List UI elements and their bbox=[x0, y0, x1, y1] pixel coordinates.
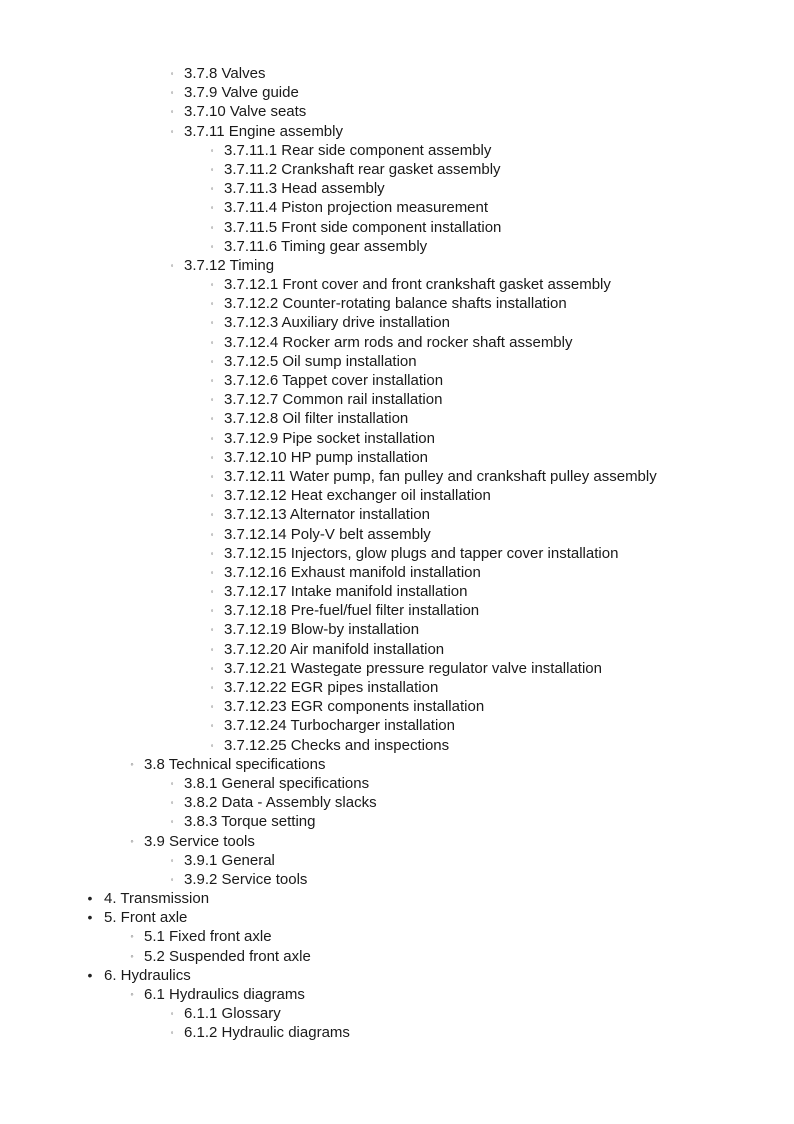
toc-entry[interactable] bbox=[0, 237, 794, 256]
toc-entry-label[interactable]: 3.7.12.5 Oil sump installation bbox=[224, 352, 417, 370]
bullet-icon: ◦ bbox=[170, 88, 174, 98]
toc-entry-label[interactable]: 3.7.12.17 Intake manifold installation bbox=[224, 583, 468, 601]
toc-entry[interactable] bbox=[0, 1023, 794, 1042]
toc-entry-label[interactable]: 3.7.12.6 Tappet cover installation bbox=[224, 372, 444, 389]
toc-entry[interactable] bbox=[0, 851, 794, 870]
bullet-icon: ◦ bbox=[210, 452, 214, 462]
toc-entry[interactable] bbox=[0, 371, 794, 390]
bullet-icon: ◦ bbox=[210, 241, 214, 251]
toc-entry-label[interactable]: 6.1.1 Glossary bbox=[184, 1005, 281, 1023]
toc-entry-label[interactable]: 4. Transmission bbox=[104, 890, 210, 908]
bullet-icon: ◦ bbox=[210, 721, 214, 731]
bullet-icon: ◦ bbox=[210, 395, 214, 405]
bullet-icon: ◦ bbox=[170, 1028, 174, 1038]
toc-entry[interactable] bbox=[0, 678, 794, 697]
bullet-icon: ◦ bbox=[130, 835, 134, 846]
toc-entry[interactable] bbox=[0, 525, 794, 544]
bullet-icon: ◦ bbox=[210, 702, 214, 712]
toc-entry[interactable] bbox=[0, 333, 794, 352]
toc-entry[interactable] bbox=[0, 83, 794, 102]
toc-entry-label[interactable]: 3.7.11.1 Rear side component assembly bbox=[224, 141, 492, 159]
toc-entry[interactable] bbox=[0, 448, 794, 467]
bullet-icon: ◦ bbox=[210, 414, 214, 424]
bullet-icon: ◦ bbox=[210, 644, 214, 654]
bullet-icon: ◦ bbox=[210, 683, 214, 692]
toc-entry[interactable] bbox=[0, 620, 794, 639]
toc-entry-label[interactable]: 3.8.3 Torque setting bbox=[184, 813, 316, 831]
toc-entry[interactable] bbox=[0, 505, 794, 524]
bullet-icon: • bbox=[87, 890, 93, 907]
toc-entry-label[interactable]: 3.7.12.15 Injectors, glow plugs and tapper cover installation bbox=[224, 544, 619, 562]
toc-entry-label[interactable]: 3.7.12.4 Rocker arm rods and rocker shaft assembly bbox=[224, 333, 573, 351]
toc-entry-label[interactable]: 3.8 Technical specifications bbox=[144, 755, 326, 773]
toc-entry-label[interactable]: 3.7.11.3 Head assembly bbox=[224, 180, 385, 198]
bullet-icon: ◦ bbox=[170, 778, 174, 788]
toc-entry[interactable] bbox=[0, 870, 794, 889]
bullet-icon: ◦ bbox=[210, 663, 214, 673]
bullet-icon: ◦ bbox=[170, 107, 174, 117]
toc-entry-label[interactable]: 6.1 Hydraulics diagrams bbox=[144, 986, 305, 1003]
bullet-icon: ◦ bbox=[170, 874, 174, 884]
toc-entry-label[interactable]: 3.7.12.1 Front cover and front crankshaft gasket assembly bbox=[224, 276, 611, 294]
toc-entry-label[interactable]: 3.7.12.20 Air manifold installation bbox=[224, 640, 445, 658]
bullet-icon: ◦ bbox=[210, 356, 214, 366]
bullet-icon: ◦ bbox=[210, 222, 214, 232]
toc-entry[interactable] bbox=[0, 927, 794, 946]
toc-entry-label[interactable]: 3.7.12.25 Checks and inspections bbox=[224, 736, 450, 754]
toc-entry[interactable] bbox=[0, 352, 794, 371]
toc-entry[interactable] bbox=[0, 256, 794, 275]
toc-entry-label[interactable]: 3.9.1 General bbox=[184, 851, 275, 869]
toc-entry[interactable] bbox=[0, 294, 794, 313]
bullet-icon: ◦ bbox=[210, 625, 214, 635]
toc-entry[interactable] bbox=[0, 122, 794, 141]
toc-entry-label[interactable]: 3.7.12.12 Heat exchanger oil installation bbox=[224, 487, 491, 505]
toc-entry-label[interactable]: 3.7.12.7 Common rail installation bbox=[224, 391, 443, 409]
bullet-icon: ◦ bbox=[210, 184, 214, 194]
bullet-icon: ◦ bbox=[170, 69, 174, 78]
toc-entry[interactable] bbox=[0, 390, 794, 409]
toc-entry[interactable] bbox=[0, 889, 794, 908]
toc-entry-label[interactable]: 3.7.12.3 Auxiliary drive installation bbox=[224, 314, 450, 332]
toc-entry[interactable] bbox=[0, 947, 794, 966]
toc-entry-label[interactable]: 3.9 Service tools bbox=[144, 832, 255, 850]
toc-entry[interactable] bbox=[0, 716, 794, 735]
bullet-icon: ◦ bbox=[210, 548, 214, 558]
toc-entry[interactable] bbox=[0, 313, 794, 332]
toc-entry-label[interactable]: 3.7.12.22 EGR pipes installation bbox=[224, 679, 439, 696]
bullet-icon: ◦ bbox=[170, 798, 174, 808]
toc-entry[interactable] bbox=[0, 774, 794, 793]
toc-entry[interactable] bbox=[0, 601, 794, 620]
bullet-icon: ◦ bbox=[210, 529, 214, 539]
toc-entry[interactable] bbox=[0, 1004, 794, 1023]
bullet-icon: ◦ bbox=[210, 164, 214, 174]
bullet-icon: ◦ bbox=[170, 855, 174, 865]
bullet-icon: ◦ bbox=[130, 989, 134, 999]
toc-entry-label[interactable]: 3.7.12.8 Oil filter installation bbox=[224, 410, 409, 428]
toc-entry-label[interactable]: 3.7.8 Valves bbox=[184, 65, 266, 82]
table-of-contents bbox=[0, 64, 794, 1043]
bullet-icon: ◦ bbox=[210, 318, 214, 328]
bullet-icon: ◦ bbox=[210, 337, 214, 347]
bullet-icon: ◦ bbox=[210, 145, 214, 155]
bullet-icon: • bbox=[87, 966, 93, 983]
toc-entry[interactable] bbox=[0, 218, 794, 237]
toc-entry-label[interactable]: 3.7.12 Timing bbox=[184, 256, 275, 274]
bullet-icon: ◦ bbox=[170, 126, 174, 136]
toc-entry[interactable] bbox=[0, 908, 794, 927]
bullet-icon: ◦ bbox=[210, 567, 214, 577]
toc-entry-label[interactable]: 3.7.12.10 HP pump installation bbox=[224, 448, 429, 466]
toc-entry-label[interactable]: 3.7.12.9 Pipe socket installation bbox=[224, 429, 435, 447]
toc-entry-label[interactable]: 3.7.12.16 Exhaust manifold installation bbox=[224, 563, 481, 581]
bullet-icon: ◦ bbox=[170, 1009, 174, 1019]
toc-entry[interactable] bbox=[0, 697, 794, 716]
bullet-icon: ◦ bbox=[170, 817, 174, 827]
toc-entry-label[interactable]: 3.9.2 Service tools bbox=[184, 870, 308, 888]
toc-entry-label[interactable]: 3.7.12.2 Counter-rotating balance shafts installation bbox=[224, 295, 567, 313]
toc-entry-label[interactable]: 3.8.1 General specifications bbox=[184, 774, 370, 792]
toc-entry-label[interactable]: 3.7.12.24 Turbocharger installation bbox=[224, 717, 455, 735]
bullet-icon: ◦ bbox=[210, 471, 214, 481]
toc-entry[interactable] bbox=[0, 467, 794, 486]
bullet-icon: ◦ bbox=[210, 299, 214, 309]
toc-entry[interactable] bbox=[0, 812, 794, 831]
bullet-icon: ◦ bbox=[210, 280, 214, 290]
toc-entry-label[interactable]: 3.7.10 Valve seats bbox=[184, 103, 307, 121]
toc-entry[interactable] bbox=[0, 659, 794, 678]
toc-entry-label[interactable]: 3.7.12.14 Poly-V belt assembly bbox=[224, 525, 431, 543]
toc-entry[interactable] bbox=[0, 582, 794, 601]
toc-entry-label[interactable]: 3.7.12.21 Wastegate pressure regulator valve installation bbox=[224, 659, 602, 677]
toc-entry[interactable] bbox=[0, 275, 794, 294]
toc-entry[interactable] bbox=[0, 640, 794, 659]
toc-entry[interactable] bbox=[0, 160, 794, 179]
toc-entry[interactable] bbox=[0, 409, 794, 428]
toc-entry-label[interactable]: 3.7.12.23 EGR components installation bbox=[224, 698, 485, 716]
bullet-icon: ◦ bbox=[130, 931, 134, 942]
toc-entry-label[interactable]: 3.7.11.2 Crankshaft rear gasket assembly bbox=[224, 160, 501, 178]
toc-entry-label[interactable]: 3.7.11.6 Timing gear assembly bbox=[224, 237, 428, 255]
toc-entry[interactable] bbox=[0, 832, 794, 851]
bullet-icon: ◦ bbox=[210, 433, 214, 443]
bullet-icon: ◦ bbox=[130, 758, 134, 769]
toc-entry[interactable] bbox=[0, 198, 794, 217]
toc-entry[interactable] bbox=[0, 755, 794, 774]
toc-entry-label[interactable]: 3.7.12.19 Blow-by installation bbox=[224, 621, 420, 639]
toc-entry[interactable] bbox=[0, 64, 794, 83]
toc-entry-label[interactable]: 3.7.11.4 Piston projection measurement bbox=[224, 199, 489, 217]
toc-entry[interactable] bbox=[0, 736, 794, 755]
bullet-icon: ◦ bbox=[210, 606, 214, 616]
toc-entry[interactable] bbox=[0, 141, 794, 160]
toc-entry-label[interactable]: 3.7.11 Engine assembly bbox=[184, 122, 343, 140]
bullet-icon: ◦ bbox=[210, 203, 214, 213]
toc-entry-label[interactable]: 3.7.11.5 Front side component installation bbox=[224, 218, 502, 236]
toc-entry-label[interactable]: 5.2 Suspended front axle bbox=[144, 947, 311, 965]
bullet-icon: • bbox=[87, 909, 93, 926]
toc-entry-label[interactable]: 3.7.12.13 Alternator installation bbox=[224, 506, 430, 524]
toc-entry-label[interactable]: 6. Hydraulics bbox=[104, 966, 191, 984]
toc-entry[interactable] bbox=[0, 102, 794, 121]
bullet-icon: ◦ bbox=[210, 740, 214, 750]
toc-entry[interactable] bbox=[0, 793, 794, 812]
bullet-icon: ◦ bbox=[170, 260, 174, 270]
toc-entry[interactable] bbox=[0, 429, 794, 448]
toc-entry-label[interactable]: 3.8.2 Data - Assembly slacks bbox=[184, 794, 377, 812]
toc-entry[interactable] bbox=[0, 544, 794, 563]
bullet-icon: ◦ bbox=[210, 510, 214, 520]
toc-entry[interactable] bbox=[0, 563, 794, 582]
bullet-icon: ◦ bbox=[210, 491, 214, 501]
toc-entry-label[interactable]: 3.7.12.11 Water pump, fan pulley and crankshaft pulley assembly bbox=[224, 467, 657, 485]
toc-entry-label[interactable]: 6.1.2 Hydraulic diagrams bbox=[184, 1024, 350, 1042]
toc-entry-label[interactable]: 3.7.12.18 Pre-fuel/fuel filter installation bbox=[224, 602, 480, 620]
bullet-icon: ◦ bbox=[210, 587, 214, 597]
bullet-icon: ◦ bbox=[210, 376, 214, 385]
toc-entry-label[interactable]: 5.1 Fixed front axle bbox=[144, 928, 272, 946]
toc-entry[interactable] bbox=[0, 966, 794, 985]
toc-entry-label[interactable]: 5. Front axle bbox=[104, 909, 188, 927]
toc-entry[interactable] bbox=[0, 179, 794, 198]
toc-entry[interactable] bbox=[0, 985, 794, 1004]
bullet-icon: ◦ bbox=[130, 950, 134, 961]
toc-entry[interactable] bbox=[0, 486, 794, 505]
toc-entry-label[interactable]: 3.7.9 Valve guide bbox=[184, 84, 299, 102]
